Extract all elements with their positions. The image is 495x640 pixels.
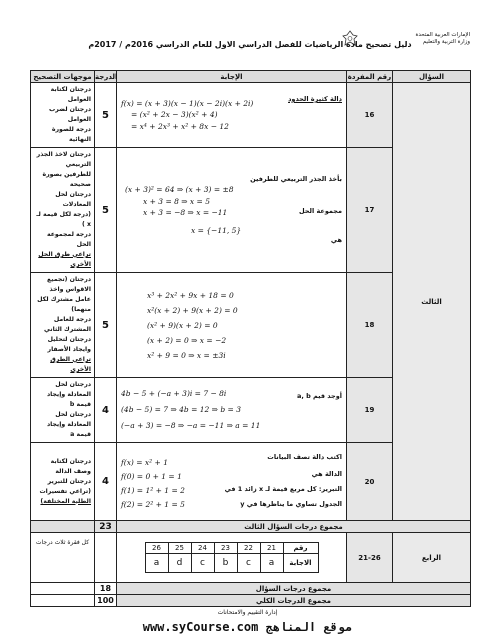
criteria-line: تراعي طرق الحل الأخرى — [38, 251, 91, 268]
answer-cell — [117, 273, 347, 378]
answer-cell — [117, 148, 347, 273]
equation: = x⁴ + 2x³ + x² + 8x − 12 — [131, 121, 229, 131]
answer-cell — [117, 378, 347, 443]
footer-office: إدارة التقييم والامتحانات — [217, 609, 278, 616]
ministry-line-1: الإمارات العربية المتحدة — [415, 32, 470, 38]
column-header-answer: الإجابة — [117, 71, 347, 83]
answer-text: اكتب دالة تصف البيانات — [267, 452, 342, 461]
question-total-row — [31, 583, 471, 595]
question-total-label: مجموع درجات السؤال — [117, 583, 471, 595]
criteria-line: درجتان لتحليل وايجاد الأصفار — [47, 336, 91, 353]
grade-cell: 4 — [95, 378, 117, 443]
equation: x² + 9 = 0 ⇒ x = ±3i — [147, 350, 226, 360]
grade-cell: 5 — [95, 83, 117, 148]
criteria-cell — [31, 83, 95, 148]
mc-answer: d — [168, 554, 191, 573]
criteria-cell — [31, 273, 95, 378]
footer-site-link[interactable]: www.syCourse.com موقع المناهج — [142, 620, 353, 634]
mc-number: 25 — [168, 543, 191, 554]
answer-label: بأخذ الجذر التربيعي للطرفين — [250, 175, 342, 183]
criteria-line: قيمة b — [69, 401, 91, 408]
section-total-row — [31, 521, 471, 533]
criteria-line: درجتان لكتابة العوامل — [50, 86, 91, 103]
item-number: 18 — [347, 273, 393, 378]
equation: f(1) = 1² + 1 = 2 — [121, 485, 185, 495]
section-total-spacer — [31, 521, 95, 533]
equation: 4b − 5 + (−a + 3)i = 7 − 8i — [121, 389, 227, 398]
question-total-spacer — [31, 583, 95, 595]
column-header-question: السؤال — [393, 71, 471, 83]
criteria-cell — [31, 148, 95, 273]
equation: x + 3 = −8 ⇒ x = −11 — [143, 208, 228, 217]
item-number: 19 — [347, 378, 393, 443]
equation: (x + 3)² = 64 ⇒ (x + 3) = ±8 — [125, 185, 234, 194]
answer-label: مجموعة الحل — [299, 207, 342, 215]
answer-label: أوجد قيم a, b — [296, 392, 342, 400]
mc-number: 24 — [191, 543, 214, 554]
criteria-line: درجتان لكتابة وصف الدالة — [50, 457, 91, 475]
section4-label: الرابع — [393, 533, 471, 583]
page-title: دليل تصحيح مادة الرياضيات للفصل الدراسي الاول للعام الدراسي 2016م / 2017م — [88, 40, 412, 49]
equation: (4b − 5) = 7 ⇒ 4b = 12 ⇒ b = 3 — [121, 405, 241, 414]
column-header-item-no: رقم المفردة — [347, 72, 392, 81]
equation: x = {−11, 5} — [191, 225, 242, 235]
mc-answer: b — [214, 554, 237, 573]
table-header-row — [31, 71, 471, 83]
item-number: 17 — [347, 148, 393, 273]
criteria-line: درجة للعامل المشترك الثاني — [44, 316, 91, 333]
criteria-line: درجتان لاخذ الجذر التربيعي — [36, 151, 91, 168]
equation: x + 3 = 8 ⇒ x = 5 — [143, 196, 210, 206]
equation: x³ + 2x² + 9x + 18 = 0 — [147, 290, 234, 300]
criteria-line: عامل مشترك لكل منهما) — [37, 296, 91, 313]
criteria-line: درجتان للتبرير (تراعي تفسيرات — [39, 477, 91, 495]
answer-text: الدالة هي — [311, 469, 342, 478]
criteria-line: درجتان (تجميع الاقواس واخذ — [47, 276, 91, 293]
criteria-line: درجتان لحل المعادلة وإيجاد — [46, 411, 91, 428]
criteria-line: درجتان لحل المعادلة وإيجاد — [46, 381, 91, 398]
section-total-value: 23 — [95, 521, 117, 533]
equation: (x + 2) = 0 ⇒ x = −2 — [147, 335, 227, 345]
criteria-cell — [31, 443, 95, 521]
table-row — [31, 83, 471, 148]
item-number: 20 — [347, 443, 393, 521]
equation: f(0) = 0 + 1 = 1 — [121, 471, 182, 481]
answer-label: هي — [330, 236, 342, 244]
equation: f(2) = 2² + 1 = 5 — [121, 499, 185, 509]
section-label: الثالث — [393, 83, 471, 521]
equation: = (x² + 2x − 3)(x² + 4) — [131, 110, 218, 120]
equation: f(x) = x² + 1 — [121, 457, 168, 467]
criteria-line: قيمة a — [70, 431, 91, 438]
criteria-line: تراعي الطرق الأخرى — [50, 356, 91, 373]
question-total-value: 18 — [95, 583, 117, 595]
mc-row-label: رقم — [283, 543, 318, 554]
section4-note: كل فقرة ثلاث درجات — [31, 533, 95, 583]
answer-cell — [117, 443, 347, 521]
grand-total-row — [31, 595, 471, 607]
criteria-line: درجة للصورة النهائية — [51, 126, 91, 143]
equation: x²(x + 2) + 9(x + 2) = 0 — [147, 305, 238, 315]
column-header-grade: الدرجة — [95, 72, 118, 81]
section4-grade-spacer — [95, 533, 117, 583]
equation: f(x) = (x + 3)(x − 1)(x − 2i)(x + 2i) — [121, 98, 254, 108]
answer-text: الجدول تساوي ما يناظرها في y — [240, 499, 342, 508]
item-number: 16 — [347, 83, 393, 148]
grand-total-label: مجموع الدرجات الكلي — [117, 595, 471, 607]
criteria-line: (درجة لكل قيمة لـ x ) — [36, 211, 91, 228]
column-header-criteria: موجهات التصحيح — [31, 71, 95, 83]
mc-answer: c — [237, 554, 260, 573]
section4-answers-cell — [117, 533, 347, 583]
mc-answer: a — [260, 554, 283, 573]
mc-number: 22 — [237, 543, 260, 554]
mc-number: 21 — [260, 543, 283, 554]
answer-table — [30, 70, 471, 607]
table-row — [31, 533, 471, 583]
criteria-cell — [31, 378, 95, 443]
grade-cell: 5 — [95, 273, 117, 378]
grade-cell: 4 — [95, 443, 117, 521]
section-total-label: مجموع درجات السؤال الثالث — [117, 521, 471, 533]
item-range: 21-26 — [347, 533, 393, 583]
answer-text: التبرير: كل مربع قيمة لـ x زائد 1 في — [224, 484, 342, 493]
grand-total-value: 100 — [95, 595, 117, 607]
mc-answer: c — [191, 554, 214, 573]
equation: (−a + 3) = −8 ⇒ −a = −11 ⇒ a = 11 — [121, 421, 261, 430]
mc-number: 23 — [214, 543, 237, 554]
mc-answer: a — [145, 554, 168, 573]
grade-cell: 5 — [95, 148, 117, 273]
grand-total-spacer — [31, 595, 95, 607]
ministry-line-2: وزارة التربية والتعليم — [422, 39, 470, 45]
mc-row-label: الاجابة — [283, 554, 318, 573]
criteria-line: الطلبة المختلفة) — [40, 497, 91, 505]
mc-answers-table — [145, 542, 319, 573]
answer-label: دالة كثيرة الحدود — [288, 95, 342, 103]
criteria-line: للطرفين بصورة صحيحة — [42, 171, 91, 188]
mc-number: 26 — [145, 543, 168, 554]
criteria-line: درجتان لحل المعادلات — [55, 191, 91, 208]
equation: (x² + 9)(x + 2) = 0 — [147, 320, 218, 330]
criteria-line: درجة لمجموعة الحل — [46, 231, 91, 248]
answer-cell — [117, 83, 347, 148]
criteria-line: درجتان لضرب العوامل — [49, 106, 91, 123]
